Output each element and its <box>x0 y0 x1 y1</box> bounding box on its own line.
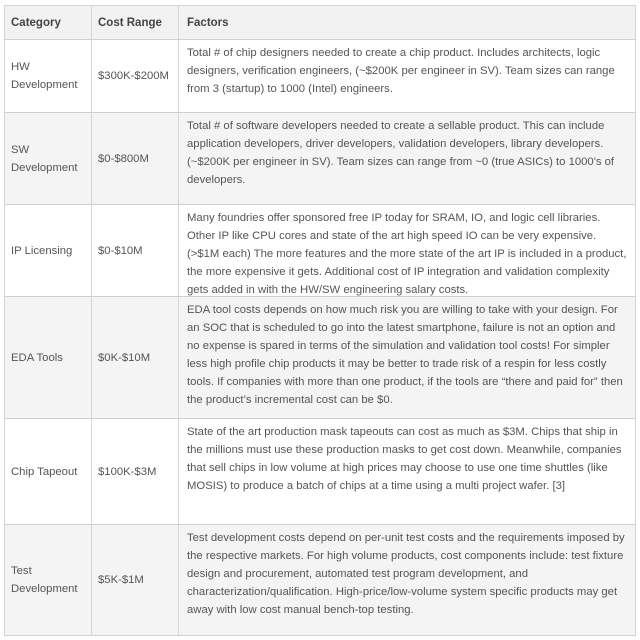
category-cell: IP Licensing <box>11 244 73 257</box>
cost-table <box>4 5 636 636</box>
category-cell: Chip Tapeout <box>11 465 78 478</box>
header-category: Category <box>11 16 61 29</box>
factors-cell: Test development costs depend on per-unit test costs and the requirements imposed by the respective markets. For high volume products, cost components include: test fixture design and procurement, automated test program development, and characterization/qualification. High-price/low-volume system specific products may get away with low cost manual bench-top testing. <box>178 525 635 635</box>
factors-cell: State of the art production mask tapeouts can cost as much as $3M. Chips that ship in the millions must use these production masks to get cost down. Meanwhile, companies that sell chips in low volume at high prices may choose to use one time shuttles (like MOSIS) to produce a batch of chips at a time using a multi project wafer. [3] <box>178 419 635 524</box>
factors-cell: Total # of chip designers needed to create a chip product. Includes architects, logic designers, verification engineers, (~$200K per engineer in SV). Team sizes can range from 3 (startup) to 1000 (Intel) engineers. <box>178 40 635 112</box>
cost-range-cell: $100K-$3M <box>91 419 178 524</box>
category-cell: Test Development <box>11 565 78 595</box>
cost-range-cell: $0-$10M <box>91 205 178 296</box>
header-cost-range: Cost Range <box>91 6 178 39</box>
factors-cell: Total # of software developers needed to create a sellable product. This can include application developers, driver developers, validation developers, library developers. (~$200K per engineer in SV). Team sizes can range from ~0 (true ASICs) to 1000's of developers. <box>178 113 635 204</box>
table-row-ip-licensing <box>5 204 635 296</box>
table-row-test-development <box>5 524 635 635</box>
category-cell: SW Development <box>11 143 78 174</box>
table-row-chip-tapeout <box>5 418 635 524</box>
table-row-sw-development <box>5 112 635 204</box>
category-cell: EDA Tools <box>11 351 63 364</box>
table-row-eda-tools <box>5 296 635 418</box>
factors-cell: Many foundries offer sponsored free IP today for SRAM, IO, and logic cell libraries. Other IP like CPU cores and state of the art high speed IO can be very expensive. (>$1M each) The more features and the more state of the art IP is included in a product, the more expensive it gets. Additional cost of IP integration and validation complexity gets added in with the HW/SW engineering salary costs. <box>178 205 635 296</box>
table-row-hw-development <box>5 39 635 112</box>
category-cell: HW Development <box>11 61 78 91</box>
cost-range-cell: $300K-$200M <box>91 40 178 112</box>
cost-range-cell: $0-$800M <box>91 113 178 204</box>
cost-range-cell: $5K-$1M <box>91 525 178 635</box>
header-factors: Factors <box>178 6 635 39</box>
table-header-row <box>5 6 635 39</box>
factors-cell: EDA tool costs depends on how much risk you are willing to take with your design. For an SOC that is scheduled to go into the latest smartphone, failure is not an option and no expense is spared in terms of the simulation and validation tool costs! For simpler less high profile chip products it may be better to trade risk of a respin for less costly tools. If companies with more than one product, if the tools are “there and paid for” then the product’s incremental cost can be $0. <box>178 297 635 418</box>
cost-range-cell: $0K-$10M <box>91 297 178 418</box>
